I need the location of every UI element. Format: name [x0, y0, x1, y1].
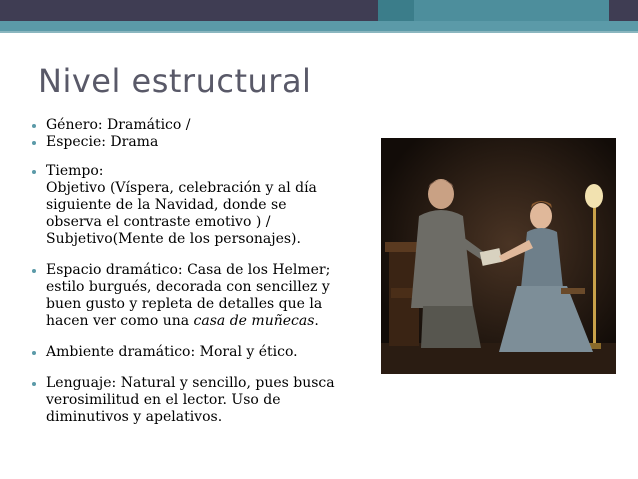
bullet-especie — [28, 134, 368, 151]
bullet-line: estilo burgués, decorada con sencillez y — [46, 279, 330, 295]
bullet-list — [28, 117, 368, 426]
bullet-line — [46, 313, 368, 330]
theatre-scene-photo — [381, 138, 616, 374]
bullet-line: Espacio dramático: Casa de los Helmer; — [46, 262, 331, 278]
bullet-lenguaje — [28, 375, 368, 426]
header-line — [0, 31, 638, 33]
bullet-line: verosimilitud en el lector. Uso de — [46, 392, 281, 408]
header-accent — [609, 0, 638, 21]
italic-phrase: casa de muñecas — [193, 313, 315, 329]
bullet-line: siguiente de la Navidad, donde se — [46, 197, 287, 213]
bullet-ambiente — [28, 344, 368, 361]
bullet-tiempo — [28, 163, 368, 248]
header-band — [0, 0, 638, 21]
line-prefix: hacen ver como una — [46, 313, 194, 329]
bullet-line: observa el contraste emotivo ) / — [46, 214, 271, 230]
header-accent — [414, 0, 609, 21]
bullet-line: Subjetivo(Mente de los personajes). — [46, 231, 301, 247]
bullet-text: Especie: Drama — [46, 134, 159, 150]
bullet-line: diminutivos y apelativos. — [46, 409, 223, 425]
bullet-espacio — [28, 262, 368, 330]
header-strip — [0, 21, 638, 31]
bullet-text: Género: Dramático / — [46, 117, 191, 133]
bullet-genero — [28, 117, 368, 134]
bullet-text: Ambiente dramático: Moral y ético. — [46, 344, 298, 360]
bullet-line: Lenguaje: Natural y sencillo, pues busca — [46, 375, 335, 391]
header-accent — [378, 0, 414, 21]
line-suffix: . — [314, 313, 319, 329]
bullet-line: Objetivo (Víspera, celebración y al día — [46, 180, 317, 196]
bullet-text: Tiempo: — [46, 163, 104, 179]
slide-title: Nivel estructural — [38, 62, 312, 100]
bullet-line: buen gusto y repleta de detalles que la — [46, 296, 323, 312]
